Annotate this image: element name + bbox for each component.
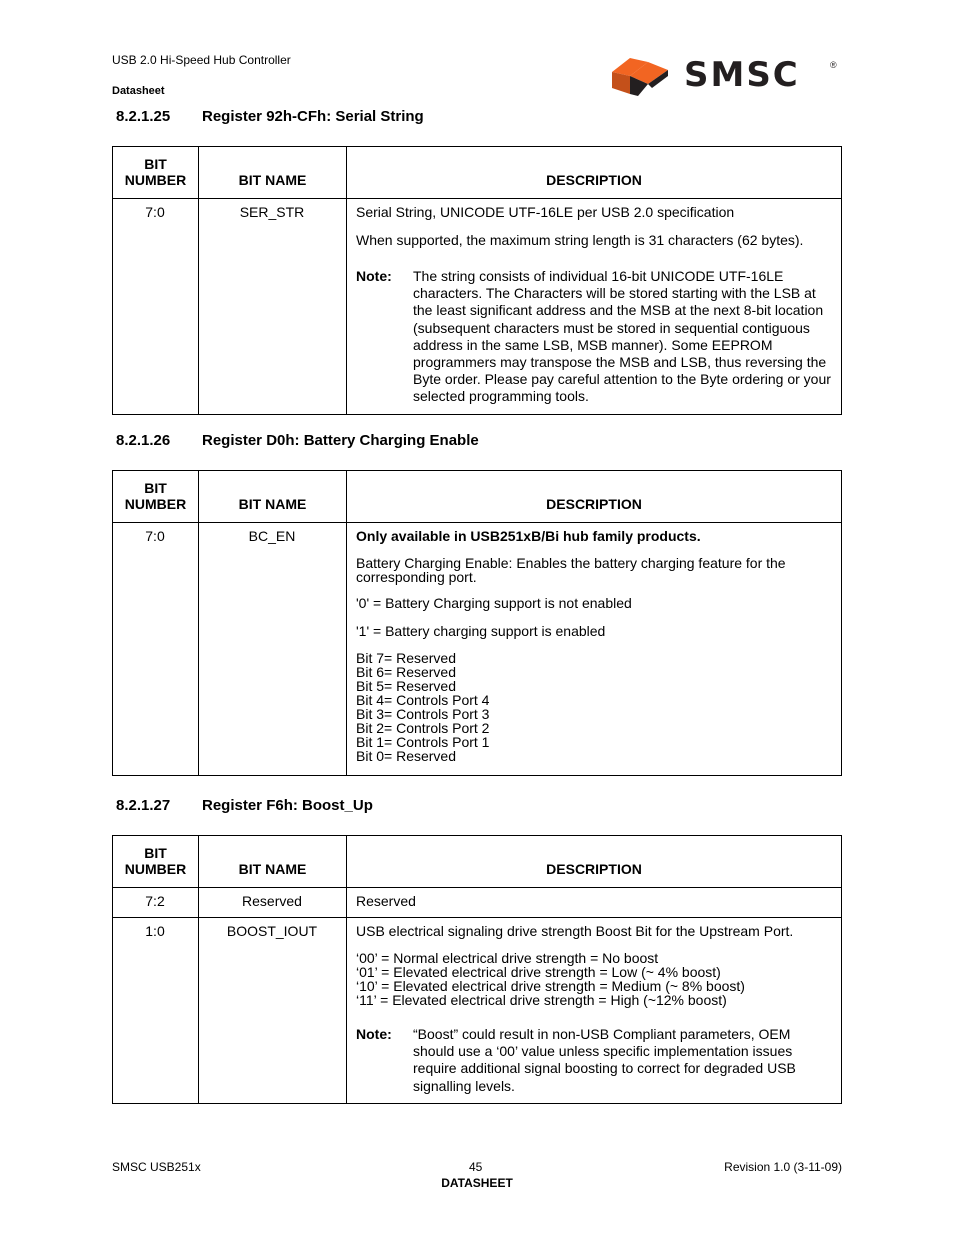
note-label: Note: [356, 1026, 392, 1042]
footer-page-number: 45 [469, 1160, 483, 1174]
list-item: Bit 1= Controls Port 1 [356, 734, 490, 750]
desc-line: USB electrical signaling drive strength Boost Bit for the Upstream Port. [356, 923, 794, 939]
section-heading: Register D0h: Battery Charging Enable [202, 432, 479, 449]
cell-description [347, 918, 842, 1104]
list-item: Bit 2= Controls Port 2 [356, 720, 490, 736]
cell-description [347, 523, 842, 776]
doc-title: USB 2.0 Hi-Speed Hub Controller [112, 53, 291, 67]
value-list [356, 951, 831, 1007]
table-header-row [113, 147, 842, 199]
table-row [113, 199, 842, 415]
cell-description [347, 199, 842, 415]
list-item: Bit 3= Controls Port 3 [356, 706, 490, 722]
list-item: ‘11’ = Elevated electrical drive strength = High (~12% boost) [356, 992, 727, 1008]
cell-name: BC_EN [199, 523, 347, 776]
section-heading: Register F6h: Boost_Up [202, 797, 373, 814]
note-block [356, 268, 831, 406]
desc-line: corresponding port. [356, 569, 477, 585]
register-table-serial-string [112, 146, 842, 415]
desc-line: '0' = Battery Charging support is not enabled [356, 595, 632, 611]
col-bit-number-line2: NUMBER [124, 172, 187, 188]
note-text: “Boost” could result in non-USB Compliant parameters, OEM should use a ‘00’ value unless specific implementation issues require additional signal boosting to correct for degraded USB signalling levels. [413, 1026, 796, 1094]
col-bit-number [113, 836, 199, 888]
list-item: Bit 4= Controls Port 4 [356, 692, 490, 708]
footer-left: SMSC USB251x [112, 1160, 201, 1174]
cell-bits: 1:0 [113, 918, 199, 1104]
note-label: Note: [356, 268, 392, 284]
col-bit-number-line1: BIT [144, 156, 167, 172]
cell-bits: 7:0 [113, 199, 199, 415]
cell-name: Reserved [199, 888, 347, 918]
col-bit-number-line1: BIT [144, 480, 167, 496]
footer-label: DATASHEET [441, 1176, 513, 1190]
section-number: 8.2.1.26 [116, 432, 171, 449]
col-bit-number [113, 147, 199, 199]
col-bit-name: BIT NAME [199, 147, 347, 199]
cell-bits: 7:2 [113, 888, 199, 918]
list-item: ‘01’ = Elevated electrical drive strength = Low (~ 4% boost) [356, 964, 721, 980]
cell-bits: 7:0 [113, 523, 199, 776]
logo-registered-mark: ® [830, 60, 837, 70]
availability-note: Only available in USB251xB/Bi hub family products. [356, 528, 701, 544]
list-item: Bit 0= Reserved [356, 748, 456, 764]
section-heading: Register 92h-CFh: Serial String [202, 108, 424, 125]
section-number: 8.2.1.27 [116, 797, 171, 814]
col-bit-number-line1: BIT [144, 845, 167, 861]
footer-revision: Revision 1.0 (3-11-09) [724, 1160, 842, 1174]
table-header-row [113, 836, 842, 888]
col-bit-number [113, 471, 199, 523]
note-block [356, 1026, 831, 1095]
bit-list [356, 651, 831, 763]
list-item: ‘00’ = Normal electrical drive strength = No boost [356, 950, 659, 966]
smsc-logo [608, 54, 840, 98]
desc-line: Battery Charging Enable: Enables the battery charging feature for the [356, 555, 786, 571]
cell-description: Reserved [347, 888, 842, 918]
register-table-battery-charging [112, 470, 842, 776]
section-title-serial-string [116, 108, 424, 125]
col-bit-number-line2: NUMBER [124, 861, 187, 877]
desc-line: When supported, the maximum string length is 31 characters (62 bytes). [356, 232, 804, 248]
col-bit-name: BIT NAME [199, 471, 347, 523]
col-description: DESCRIPTION [347, 836, 842, 888]
table-row [113, 888, 842, 918]
table-header-row [113, 471, 842, 523]
table-row [113, 523, 842, 776]
col-description: DESCRIPTION [347, 471, 842, 523]
list-item: Bit 6= Reserved [356, 664, 456, 680]
table-row [113, 918, 842, 1104]
list-item: Bit 7= Reserved [356, 650, 456, 666]
logo-text: SMSC [684, 55, 800, 95]
desc-line: Serial String, UNICODE UTF-16LE per USB 2.0 specification [356, 204, 735, 220]
col-bit-name: BIT NAME [199, 836, 347, 888]
list-item: ‘10’ = Elevated electrical drive strength = Medium (~ 8% boost) [356, 978, 745, 994]
list-item: Bit 5= Reserved [356, 678, 456, 694]
cell-name: SER_STR [199, 199, 347, 415]
register-table-boost-up [112, 835, 842, 1104]
col-description: DESCRIPTION [347, 147, 842, 199]
section-number: 8.2.1.25 [116, 108, 171, 125]
section-title-battery-charging [116, 432, 479, 449]
col-bit-number-line2: NUMBER [124, 496, 187, 512]
desc-line: '1' = Battery charging support is enabled [356, 623, 606, 639]
note-text: The string consists of individual 16-bit UNICODE UTF-16LE characters. The Characters will be stored starting with the LSB at the least significant address and the MSB at the next 8-bit location (subsequent characters must be stored in sequential contiguous address in the same LSB, MSB manner). Some EEPROM programmers may transpose the MSB and LSB, thus reversing the Byte order. Please pay careful attention to the Byte ordering or your selected programming tools. [413, 268, 831, 405]
doc-type: Datasheet [112, 85, 165, 97]
section-title-boost-up [116, 797, 373, 814]
cell-name: BOOST_IOUT [199, 918, 347, 1104]
